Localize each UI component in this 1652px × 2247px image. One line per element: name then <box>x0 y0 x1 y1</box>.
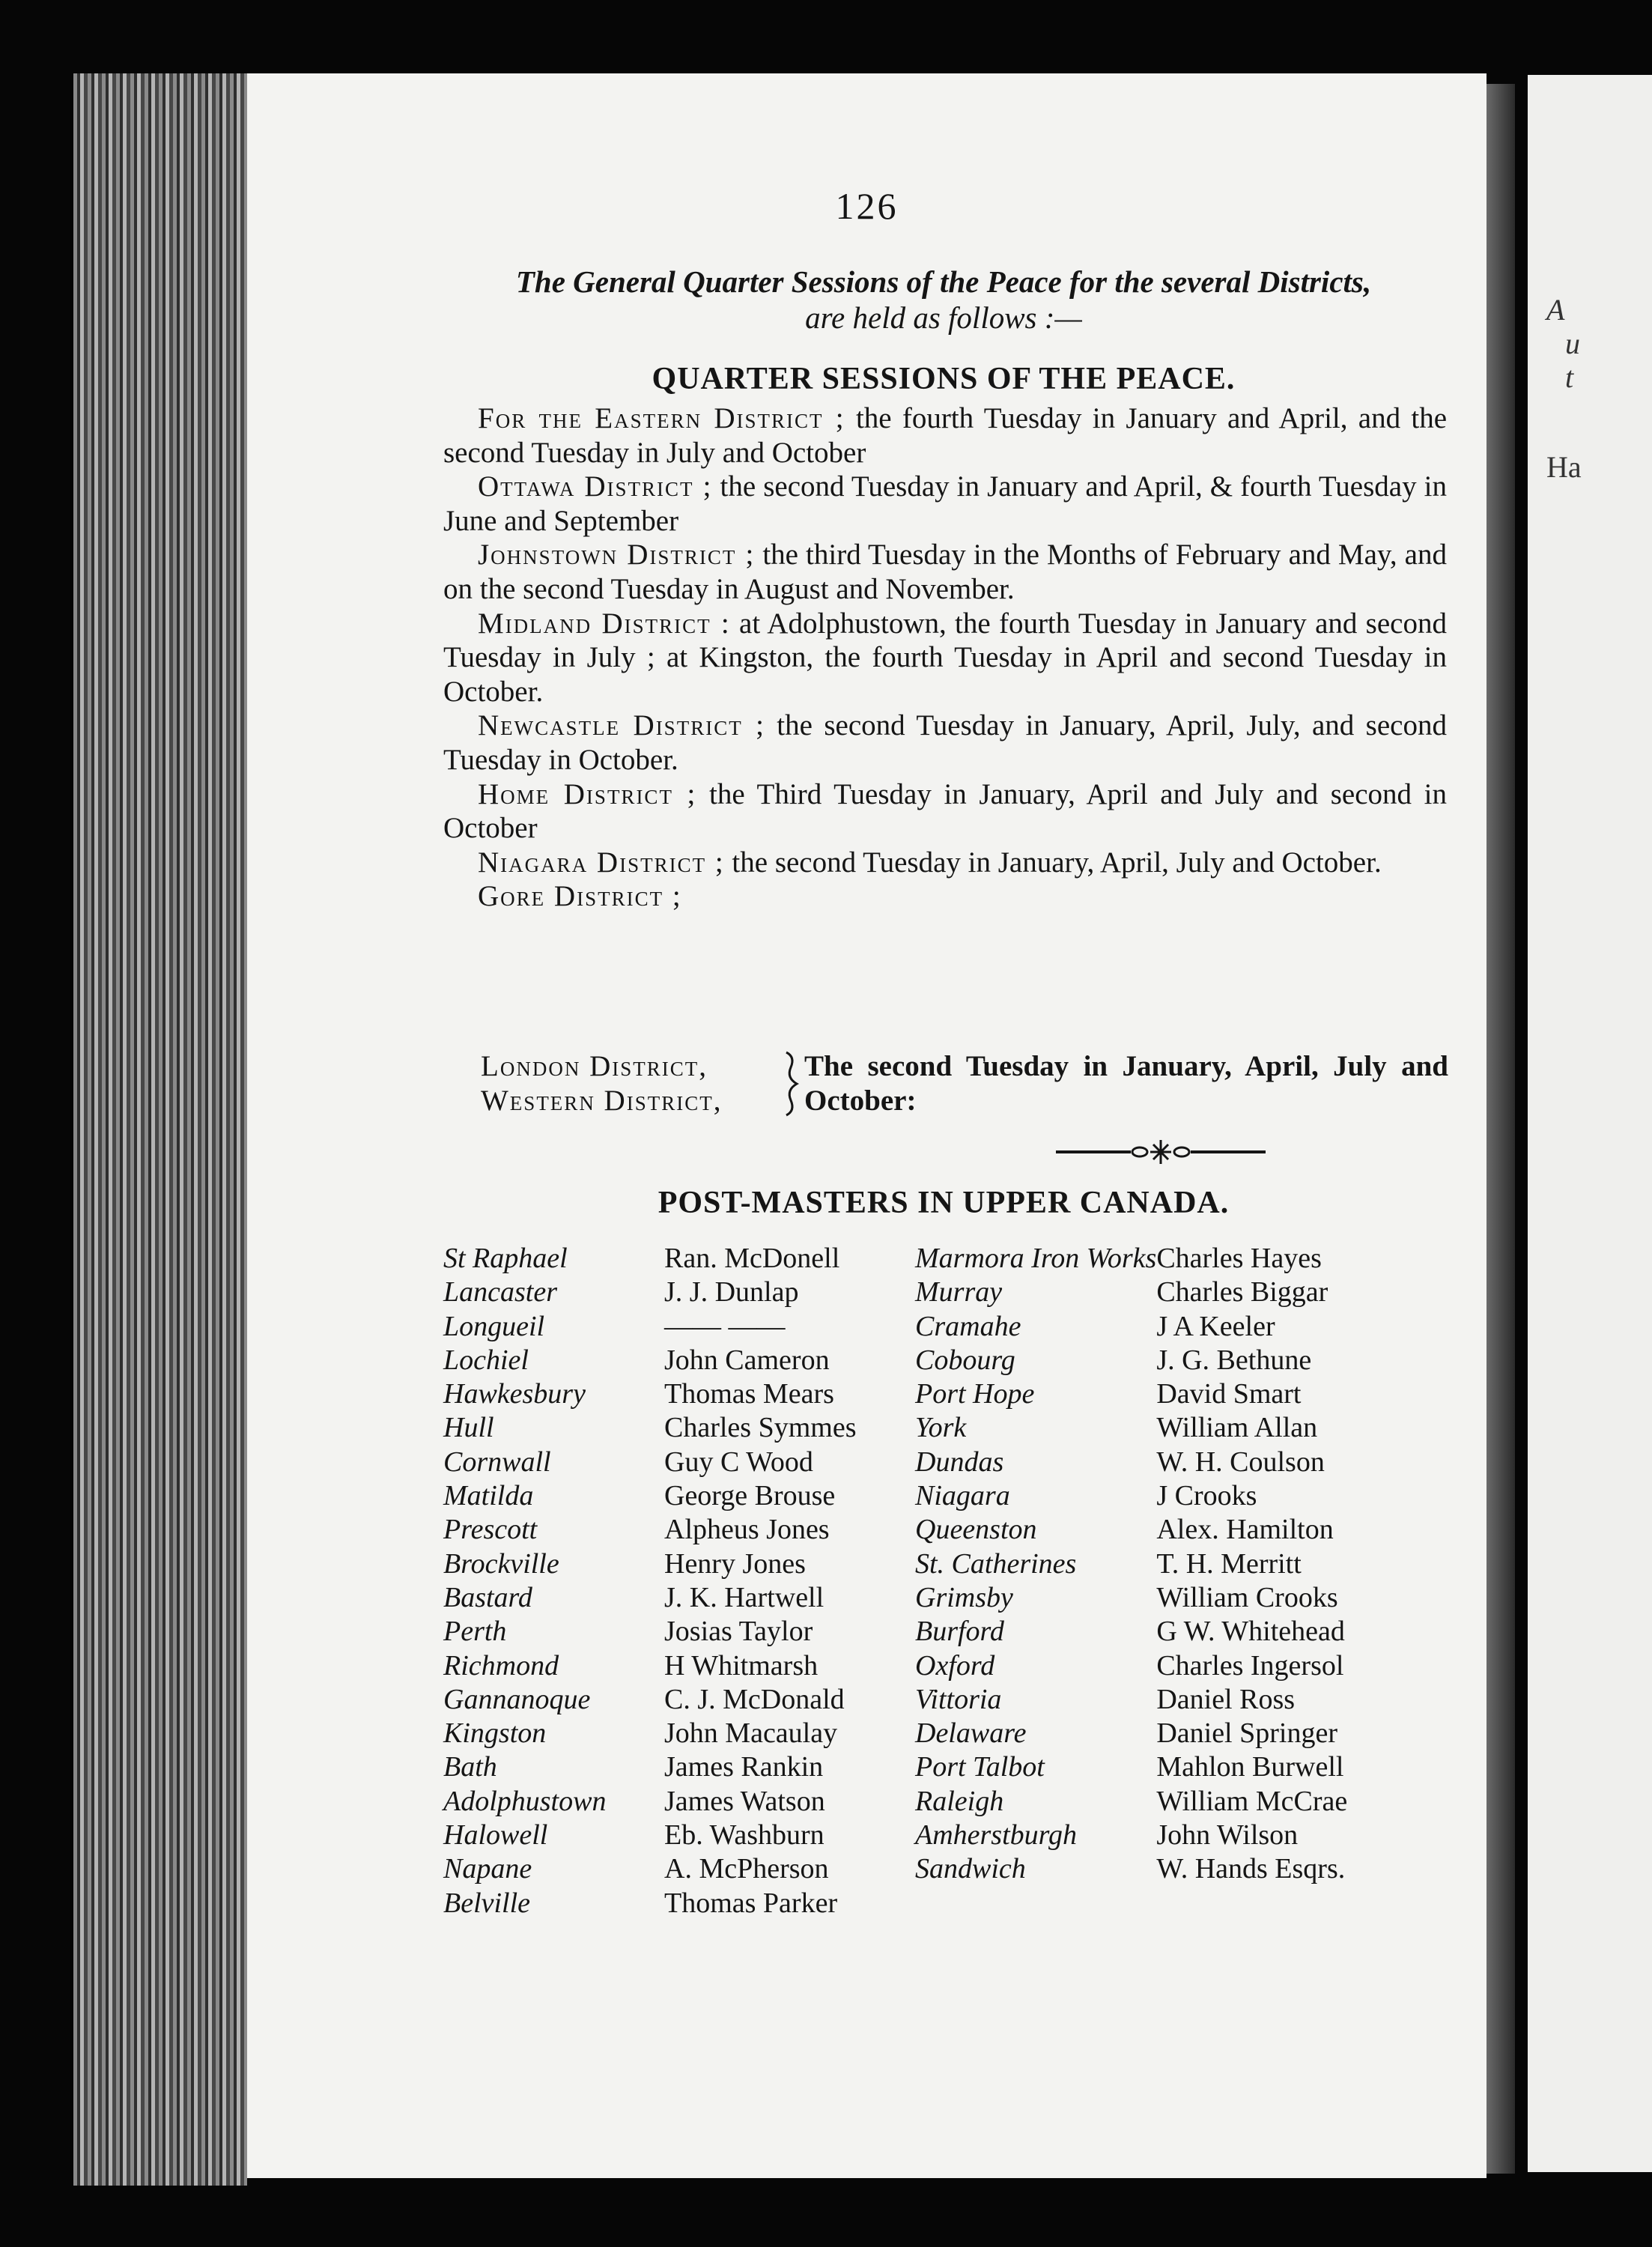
session-schedule: at Adolphustown, the fourth Tuesday in January and second Tuesday in July ; at Kingston, the fourth Tuesday in April and second Tuesday in October. <box>443 607 1447 708</box>
session-entry <box>443 846 1447 880</box>
margin-fragment: u <box>1565 327 1580 360</box>
place-name: Marmora Iron Works <box>915 1243 1157 1274</box>
session-schedule: the second Tuesday in January, April, July, and second Tuesday in October. <box>443 709 1447 776</box>
postmaster-name: T. H. Merritt <box>1156 1547 1302 1580</box>
place-name: Port Talbot <box>915 1751 1045 1783</box>
place-name: Kingston <box>443 1717 547 1750</box>
margin-fragment: A <box>1546 293 1565 327</box>
table-row <box>443 1852 1507 1886</box>
district-name: Gore District ; <box>478 880 682 913</box>
table-row <box>443 1411 1507 1445</box>
session-entry <box>443 879 1447 914</box>
place-name: Delaware <box>915 1717 1027 1750</box>
book-page <box>247 73 1487 2178</box>
place-name: Cornwall <box>443 1446 551 1478</box>
page-number: 126 <box>835 185 899 227</box>
place-name: Matilda <box>443 1480 534 1512</box>
session-entry <box>443 607 1447 709</box>
table-row <box>443 1683 1507 1717</box>
postmaster-name: Alpheus Jones <box>664 1514 830 1546</box>
quarter-sessions-heading: QUARTER SESSIONS OF THE PEACE. <box>652 362 1236 396</box>
postmaster-name: A. McPherson <box>664 1853 829 1885</box>
postmaster-name: Josias Taylor <box>664 1616 813 1648</box>
postmaster-name: Charles Ingersol <box>1156 1649 1344 1682</box>
table-row <box>443 1479 1507 1513</box>
table-row <box>443 1377 1507 1411</box>
place-name: Sandwich <box>915 1853 1026 1885</box>
postmaster-name: John Cameron <box>664 1344 830 1376</box>
place-name: Prescott <box>443 1514 538 1546</box>
bracket-schedule-text: The second Tuesday in January, April, July and October: <box>804 1050 1448 1117</box>
postmaster-name: G W. Whitehead <box>1156 1616 1345 1648</box>
session-entry <box>443 470 1447 538</box>
place-name: Perth <box>443 1616 507 1648</box>
place-name: Bastard <box>443 1581 532 1613</box>
table-row <box>443 1581 1507 1615</box>
postmaster-name: J. G. Bethune <box>1156 1344 1312 1376</box>
right-page-gutter <box>1487 84 1515 2174</box>
session-entry <box>443 538 1447 606</box>
margin-fragment: Ha <box>1546 450 1582 484</box>
place-name: Murray <box>915 1276 1003 1309</box>
table-row <box>443 1242 1507 1276</box>
district-name: Ottawa District ; <box>478 470 713 503</box>
table-row <box>443 1615 1507 1649</box>
postmaster-name: William Allan <box>1156 1412 1318 1444</box>
place-name: Halowell <box>443 1819 548 1852</box>
ornament-divider-icon <box>1056 1137 1266 1167</box>
table-row <box>443 1344 1507 1377</box>
london-western-districts <box>481 1049 1454 1121</box>
postmaster-name: Charles Biggar <box>1156 1276 1328 1309</box>
session-schedule: the Third Tuesday in January, April and July and second in October <box>443 777 1447 845</box>
postmaster-name: Eb. Washburn <box>664 1819 825 1852</box>
place-name: Gannanoque <box>443 1683 591 1715</box>
place-name: Hawkesbury <box>443 1378 586 1410</box>
table-row <box>443 1750 1507 1784</box>
postmaster-name: Ran. McDonell <box>664 1243 840 1274</box>
place-name: Raleigh <box>915 1785 1004 1817</box>
place-name: Port Hope <box>915 1378 1035 1410</box>
table-row <box>443 1887 1507 1920</box>
place-name: Longueil <box>443 1310 545 1342</box>
district-name: Home District ; <box>478 777 697 810</box>
postmaster-name: Alex. Hamilton <box>1156 1514 1334 1546</box>
place-name: York <box>915 1412 967 1444</box>
place-name: Dundas <box>915 1446 1004 1478</box>
table-row <box>443 1547 1507 1581</box>
postmaster-name: William McCrae <box>1156 1785 1348 1817</box>
postmaster-name: J. J. Dunlap <box>664 1276 799 1309</box>
session-schedule: the fourth Tuesday in January and April, and the second Tuesday in July and October <box>443 402 1448 469</box>
place-name <box>915 1887 1156 1920</box>
postmaster-name: James Rankin <box>664 1751 824 1783</box>
postmaster-name: John Wilson <box>1156 1819 1299 1852</box>
postmaster-name: Daniel Springer <box>1156 1717 1337 1750</box>
postmaster-name: J Crooks <box>1156 1480 1257 1512</box>
table-row <box>443 1717 1507 1750</box>
district-name: Newcastle District ; <box>478 709 765 742</box>
district-name: For the Eastern District ; <box>478 402 845 434</box>
session-entry <box>443 401 1447 470</box>
postmaster-name: C. J. McDonald <box>664 1683 845 1715</box>
place-name: Burford <box>915 1616 1004 1648</box>
session-schedule: the second Tuesday in January, April, July and October. <box>724 846 1382 879</box>
session-entry <box>443 777 1447 846</box>
place-name: Lancaster <box>443 1276 557 1309</box>
book-page-edges <box>73 73 247 2186</box>
session-schedule: the third Tuesday in the Months of February and May, and on the second Tuesday in August and November. <box>443 539 1447 605</box>
table-row <box>443 1310 1507 1344</box>
place-name: Vittoria <box>915 1683 1002 1715</box>
place-name: Queenston <box>915 1514 1037 1546</box>
postmaster-name: James Watson <box>664 1785 825 1817</box>
place-name: Niagara <box>915 1480 1010 1512</box>
place-name: Oxford <box>915 1649 995 1682</box>
place-name: Cobourg <box>915 1344 1015 1376</box>
table-row <box>443 1513 1507 1547</box>
postmaster-name: J. K. Hartwell <box>664 1581 825 1613</box>
place-name: St Raphael <box>443 1243 568 1274</box>
table-row <box>443 1819 1507 1852</box>
postmaster-name: William Crooks <box>1156 1581 1338 1613</box>
place-name: Grimsby <box>915 1581 1013 1613</box>
postmaster-name: John Macaulay <box>664 1717 838 1750</box>
postmaster-name: W. H. Coulson <box>1156 1446 1325 1478</box>
postmaster-name <box>1156 1887 1507 1920</box>
brace-icon <box>782 1049 801 1118</box>
session-schedule: the second Tuesday in January and April, & fourth Tuesday in June and September <box>443 470 1447 537</box>
post-masters-heading: POST-MASTERS IN UPPER CANADA. <box>658 1186 1230 1220</box>
district-name: Niagara District ; <box>478 846 725 879</box>
district-name: Midland District : <box>478 607 731 640</box>
place-name: Napane <box>443 1853 532 1885</box>
postmaster-name: —— —— <box>664 1310 786 1342</box>
post-masters-table <box>443 1242 1507 1920</box>
margin-fragment: t <box>1565 360 1574 394</box>
postmaster-name: Charles Hayes <box>1156 1243 1322 1274</box>
place-name: St. Catherines <box>915 1547 1077 1580</box>
intro-heading <box>442 264 1445 336</box>
postmaster-name: Guy C Wood <box>664 1446 813 1478</box>
next-page-margin <box>1528 75 1652 2172</box>
postmaster-name: Henry Jones <box>664 1547 806 1580</box>
table-row <box>443 1446 1507 1479</box>
place-name: Richmond <box>443 1649 559 1682</box>
district-name: Western District, <box>481 1085 723 1117</box>
postmaster-name: David Smart <box>1156 1378 1302 1410</box>
place-name: Bath <box>443 1751 497 1783</box>
district-name: London District, <box>481 1050 708 1082</box>
postmaster-name: H Whitmarsh <box>664 1649 819 1682</box>
intro-line-1: The General Quarter Sessions of the Peace for the several Districts, <box>515 264 1372 299</box>
session-entry <box>443 709 1447 777</box>
postmaster-name: George Brouse <box>664 1480 836 1512</box>
intro-line-2: are held as follows :— <box>805 300 1082 335</box>
place-name: Belville <box>443 1887 531 1919</box>
bracket-district-names <box>481 1049 722 1118</box>
table-row <box>443 1649 1507 1683</box>
table-row <box>443 1785 1507 1819</box>
postmaster-name: Thomas Mears <box>664 1378 834 1410</box>
postmaster-name: W. Hands Esqrs. <box>1156 1853 1346 1885</box>
place-name: Hull <box>443 1412 494 1444</box>
postmaster-name: J A Keeler <box>1156 1310 1275 1342</box>
postmaster-name: Charles Symmes <box>664 1412 857 1444</box>
place-name: Cramahe <box>915 1310 1021 1342</box>
postmaster-name: Daniel Ross <box>1156 1683 1296 1715</box>
place-name: Lochiel <box>443 1344 529 1376</box>
table-row <box>443 1276 1507 1309</box>
district-name: Johnstown District ; <box>478 539 756 571</box>
place-name: Brockville <box>443 1547 559 1580</box>
place-name: Amherstburgh <box>915 1819 1078 1852</box>
quarter-sessions-list <box>443 401 1447 914</box>
postmaster-name: Thomas Parker <box>664 1887 838 1919</box>
place-name: Adolphustown <box>443 1785 607 1817</box>
postmaster-name: Mahlon Burwell <box>1156 1751 1344 1783</box>
